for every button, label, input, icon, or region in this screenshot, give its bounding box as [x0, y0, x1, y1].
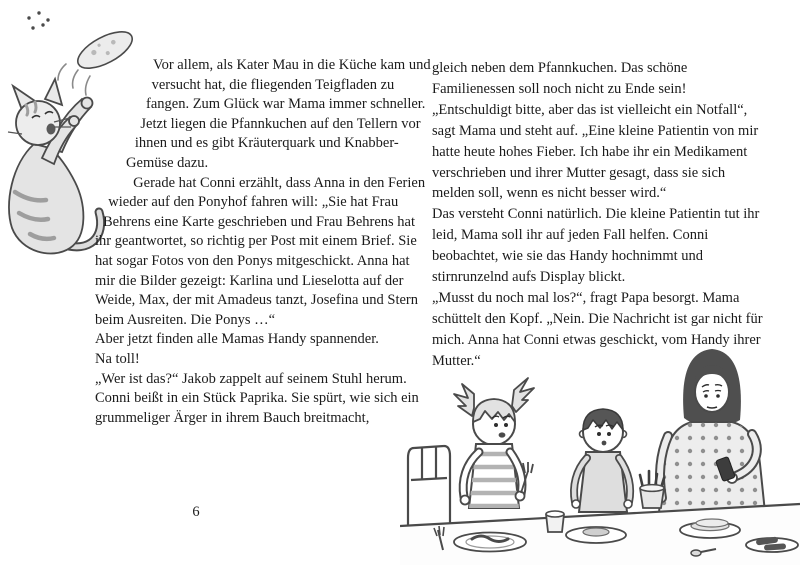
paragraph: Das versteht Conni natürlich. Die kleine Patientin tut ihr leid, Mama soll ihr auf jeden Fall helfen. Conni beobachtet, wie sie das Handy hochnimmt und stirnrunzelnd aufs Display blickt.	[432, 206, 760, 286]
paragraph: „Entschuldigt bitte, aber das ist vielleicht ein Notfall“, sagt Mama und steht auf. „Eine kleine Patientin von mir hatte heute hohes Fieber. Ich habe ihr ein Medikament verschrieben und ihrer Mutter gesagt, dass sie sich melden soll, wenn es nicht besser wird.“	[432, 101, 759, 202]
plate	[454, 533, 526, 552]
cat-head	[16, 101, 60, 145]
conni-figure	[454, 378, 534, 508]
cat-figure	[8, 79, 101, 254]
paragraph: „Wer ist das?“ Jakob zappelt auf seinem Stuhl herum. Conni beißt in ein Stück Paprika. Sie spürt, wie sich ein grummeliger Ärger in ihrem Bauch breitmacht,	[95, 370, 419, 426]
right-page-text	[432, 58, 764, 372]
cat-ear	[45, 79, 62, 105]
cup	[546, 511, 564, 532]
family-dinner-illustration	[400, 330, 800, 565]
paragraph: Aber jetzt finden alle Mamas Handy spannender.	[95, 331, 379, 348]
paragraph: gleich neben dem Pfannkuchen. Das schöne Familienessen soll noch nicht zu Ende sein!	[432, 60, 688, 97]
cat-mouth	[47, 124, 56, 135]
plate	[566, 527, 626, 543]
page-number: 6	[192, 504, 200, 520]
paragraph: Na toll!	[95, 350, 140, 367]
paragraph: Vor allem, als Kater Mau in die Küche kam und versucht hat, die fliegenden Teigfladen zu fangen. Zum Glück war Mama immer schneller. Jetzt liegen die Pfannkuchen auf den Tellern vor ihnen und es gibt Kräuterquark und Knabber-Gemüse dazu.	[126, 57, 431, 171]
paragraph: Gerade hat Conni erzählt, dass Anna in den Ferien wieder auf den Ponyhof fahren will: „Sie hat Frau Behrens eine Karte geschrieben und Frau Behrens hat ihr geantwortet, so richtig per Post mit einem Brief. Sie hat sogar Fotos von den Ponys mitgeschickt. Anna hat mir die Bilder gezeigt: Karlina und Lieselotta auf der Weide, Max, der mit Amadeus tanzt, Josefina und Stern beim Ausreiten. Die Ponys …“	[95, 174, 426, 328]
mama-figure	[658, 349, 766, 522]
paragraph: „Musst du noch mal los?“, fragt Papa besorgt. Mama schüttelt den Kopf. „Nein. Die Nachricht ist gar nicht für mich. Anna hat Conni etwas geschickt, vom Handy ihrer Mutter.“	[432, 289, 763, 369]
jakob-figure	[572, 409, 632, 512]
flies-icon	[27, 11, 49, 29]
left-page-text	[95, 56, 431, 428]
